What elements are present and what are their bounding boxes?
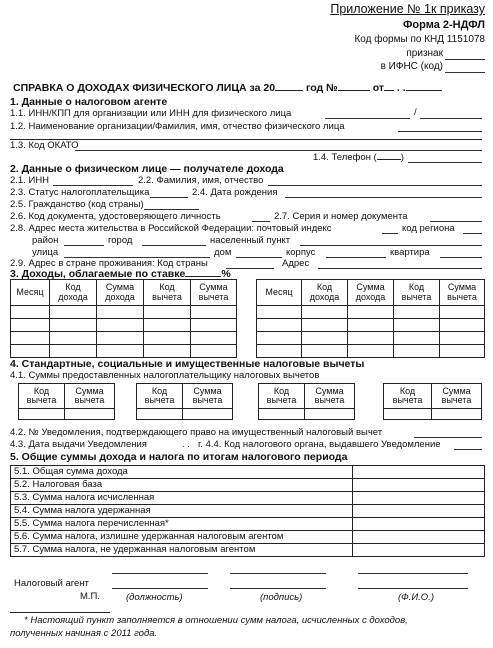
table-row (11, 345, 237, 358)
deduction-table-4 (383, 383, 482, 420)
sign-label: признак (406, 48, 443, 59)
col-deduction-amount: Сумма вычета (191, 280, 237, 306)
table-row (11, 479, 485, 492)
table-row (257, 306, 485, 319)
tax-over-withheld-label: 5.6. Сумма налога, излишне удержанная налоговым агентом (11, 531, 353, 544)
section2-heading: 2. Данные о физическом лице — получателе дохода (10, 163, 284, 175)
street-label: улица (32, 247, 59, 258)
okato-label: 1.3. Код ОКАТО (10, 140, 79, 151)
foreign-country-label: 2.9. Адрес в стране проживания: Код страны (10, 258, 208, 269)
table-row (11, 306, 237, 319)
birth-date-label: 2.4. Дата рождения (192, 187, 278, 198)
col-deduction-amount: Сумма вычета (305, 384, 355, 409)
col-deduction-amount: Сумма вычета (183, 384, 233, 409)
form-2ndfl-page: Приложение № 1к приказу Форма 2-НДФЛ Код формы по КНД 1151078 признак в ИФНС (код) СПРАВКА О ДОХОДАХ ФИЗИЧЕСКОГО ЛИЦА за 20 год № от . . 1. Данные о налоговом агенте 1.1. ИНН/КПП для организации или ИНН для физического лица / 1.2. Наименование организации/Фамилия, имя, отчество физического лица 1.3. Код ОКАТО 1.4. Телефон ( ) 2. Данные о физическом лице — получателе дохода 2.1. ИНН 2.2. Фамилия, имя, отчество 2.3. Статус налогоплательщика 2.4. Дата рождения 2.5. Гражданство (код страны) 2.6. Код документа, удостоверяющего личность 2.7. Серия и номер документа 2.8. Адрес места жительства в Российской Федерации: почтовый индекс код региона район город населенный пункт улица дом корпус квартира 2.9. Адрес в стране проживания: Код страны Адрес 3. Доходы, облагаемые по ставке % Месяц Код дохода Сумма дохода Код вычета Сумма вычета Месяц Код дохода Сумма дохода Код вычета Сумма вычета 4. Стандартные, социальные и имущественные налоговые вычеты 4.1. Суммы предоставленных налогоплательщику налоговых вычетов Код вычета Сумма вычета Код вычета Сумма вычета Код вычета Сумма вычета Код вычета Сумма вычета 4.2. № Уведомления, подтверждающего право на имущественный налоговый вычет 4.3. Дата выдачи Уведомления . . г. 4.4. Код налогового органа, выдавшего Уведомление 5. Общие суммы дохода и налога по итогам налогового периода 5.1. Общая сумма дохода 5.2. Налоговая база 5.3. Сумма налога исчисленная 5.4. Сумма налога удержанная 5.5. Сумма налога перечисленная* 5.6. Сумма налога, излишне удержанная налоговым агентом 5.7. Сумма налога, не удержанная налоговым агентом Налоговый агент М.П. (должность) (подпись) (Ф.И.О.) * Настоящий пункт заполняется в отношении сумм налога, исчисленных с доходов, полученных начиная с 2011 года. (10, 2, 485, 639)
tax-withheld-label: 5.4. Сумма налога удержанная (11, 505, 353, 518)
col-income-code: Код дохода (50, 280, 97, 306)
table-row (11, 505, 485, 518)
position-caption: (должность) (126, 592, 183, 603)
knd-code: Код формы по КНД 1151078 (354, 34, 485, 45)
deduction-table-2 (136, 383, 233, 420)
table-row (11, 319, 237, 332)
income-table-right (256, 279, 485, 358)
fio-caption: (Ф.И.О.) (398, 592, 434, 603)
col-month: Месяц (257, 280, 302, 306)
doc-series-label: 2.7. Серия и номер документа (274, 211, 408, 222)
col-income-code: Код дохода (302, 280, 348, 306)
col-deduction-amount: Сумма вычета (432, 384, 482, 409)
tax-not-withheld-label: 5.7. Сумма налога, не удержанная налоговым агентом (11, 544, 353, 557)
col-income-amount: Сумма дохода (97, 280, 144, 306)
citizenship-label: 2.5. Гражданство (код страны) (10, 199, 144, 210)
table-row (11, 544, 485, 557)
address-label: 2.8. Адрес места жительства в Российской Федерации: почтовый индекс (10, 223, 332, 234)
status-label: 2.3. Статус налогоплательщика (10, 187, 150, 198)
tax-calculated-label: 5.3. Сумма налога исчисленная (11, 492, 353, 505)
col-deduction-code: Код вычета (384, 384, 432, 409)
totals-table (10, 465, 485, 557)
building-label: корпус (286, 247, 316, 258)
recipient-fio-label: 2.2. Фамилия, имя, отчество (138, 175, 264, 186)
notice-number-label: 4.2. № Уведомления, подтверждающего право на имущественный налоговый вычет (10, 427, 383, 438)
col-month: Месяц (11, 280, 50, 306)
section1-heading: 1. Данные о налоговом агенте (10, 96, 168, 108)
col-deduction-amount: Сумма вычета (440, 280, 485, 306)
appendix-label: Приложение № 1к приказу (330, 2, 485, 16)
agent-inn-label: 1.1. ИНН/КПП для организации или ИНН для физического лица (10, 108, 292, 119)
income-table-left (10, 279, 237, 358)
table-row (257, 345, 485, 358)
flat-label: квартира (390, 247, 430, 258)
table-row (11, 531, 485, 544)
doc-code-label: 2.6. Код документа, удостоверяющего личность (10, 211, 221, 222)
col-deduction-code: Код вычета (144, 280, 191, 306)
footnote-line-2: полученных начиная с 2011 года. (10, 628, 158, 639)
signature-caption: (подпись) (260, 592, 303, 603)
tax-agent-label: Налоговый агент (14, 578, 89, 589)
section5-heading: 5. Общие суммы дохода и налога по итогам налогового периода (10, 451, 348, 463)
col-deduction-code: Код вычета (19, 384, 65, 409)
footnote-line-1: * Настоящий пункт заполняется в отношении сумм налога, исчисленных с доходов, (24, 615, 408, 626)
total-income-label: 5.1. Общая сумма дохода (11, 466, 353, 479)
tax-base-label: 5.2. Налоговая база (11, 479, 353, 492)
document-title: СПРАВКА О ДОХОДАХ ФИЗИЧЕСКОГО ЛИЦА за 20 год № от . . (13, 83, 442, 94)
region-label: код региона (402, 223, 455, 234)
section3-heading: 3. Доходы, облагаемые по ставке % (10, 268, 231, 280)
deductions-sub-label: 4.1. Суммы предоставленных налогоплательщику налоговых вычетов (10, 370, 320, 381)
ifns-label: в ИФНС (код) (380, 61, 443, 72)
table-row (257, 332, 485, 345)
deduction-table-1 (18, 383, 115, 420)
district-label: район (32, 235, 59, 246)
table-row (257, 319, 485, 332)
agent-name-label: 1.2. Наименование организации/Фамилия, имя, отчество физического лица (10, 121, 345, 132)
table-row (11, 332, 237, 345)
locality-label: населенный пункт (210, 235, 291, 246)
section4-heading: 4. Стандартные, социальные и имущественные налоговые вычеты (10, 358, 365, 370)
stamp-label: М.П. (80, 591, 101, 602)
table-row (19, 409, 115, 420)
table-row (11, 518, 485, 531)
notice-date-label: 4.3. Дата выдачи Уведомления (10, 439, 147, 450)
notice-authority-label: г. 4.4. Код налогового органа, выдавшего Уведомление (198, 439, 441, 450)
form-name: Форма 2-НДФЛ (403, 19, 485, 31)
deduction-table-3 (258, 383, 355, 420)
phone-label: 1.4. Телефон ( ) (313, 152, 404, 163)
foreign-address-label: Адрес (282, 258, 310, 269)
tax-transferred-label: 5.5. Сумма налога перечисленная* (11, 518, 353, 531)
table-row (259, 409, 355, 420)
table-row (384, 409, 482, 420)
col-deduction-code: Код вычета (259, 384, 305, 409)
house-label: дом (214, 247, 232, 258)
col-income-amount: Сумма дохода (348, 280, 394, 306)
col-deduction-amount: Сумма вычета (65, 384, 115, 409)
recipient-inn-label: 2.1. ИНН (10, 175, 50, 186)
col-deduction-code: Код вычета (394, 280, 440, 306)
table-row (11, 492, 485, 505)
table-row (11, 466, 485, 479)
city-label: город (108, 235, 133, 246)
col-deduction-code: Код вычета (137, 384, 183, 409)
table-row (137, 409, 233, 420)
